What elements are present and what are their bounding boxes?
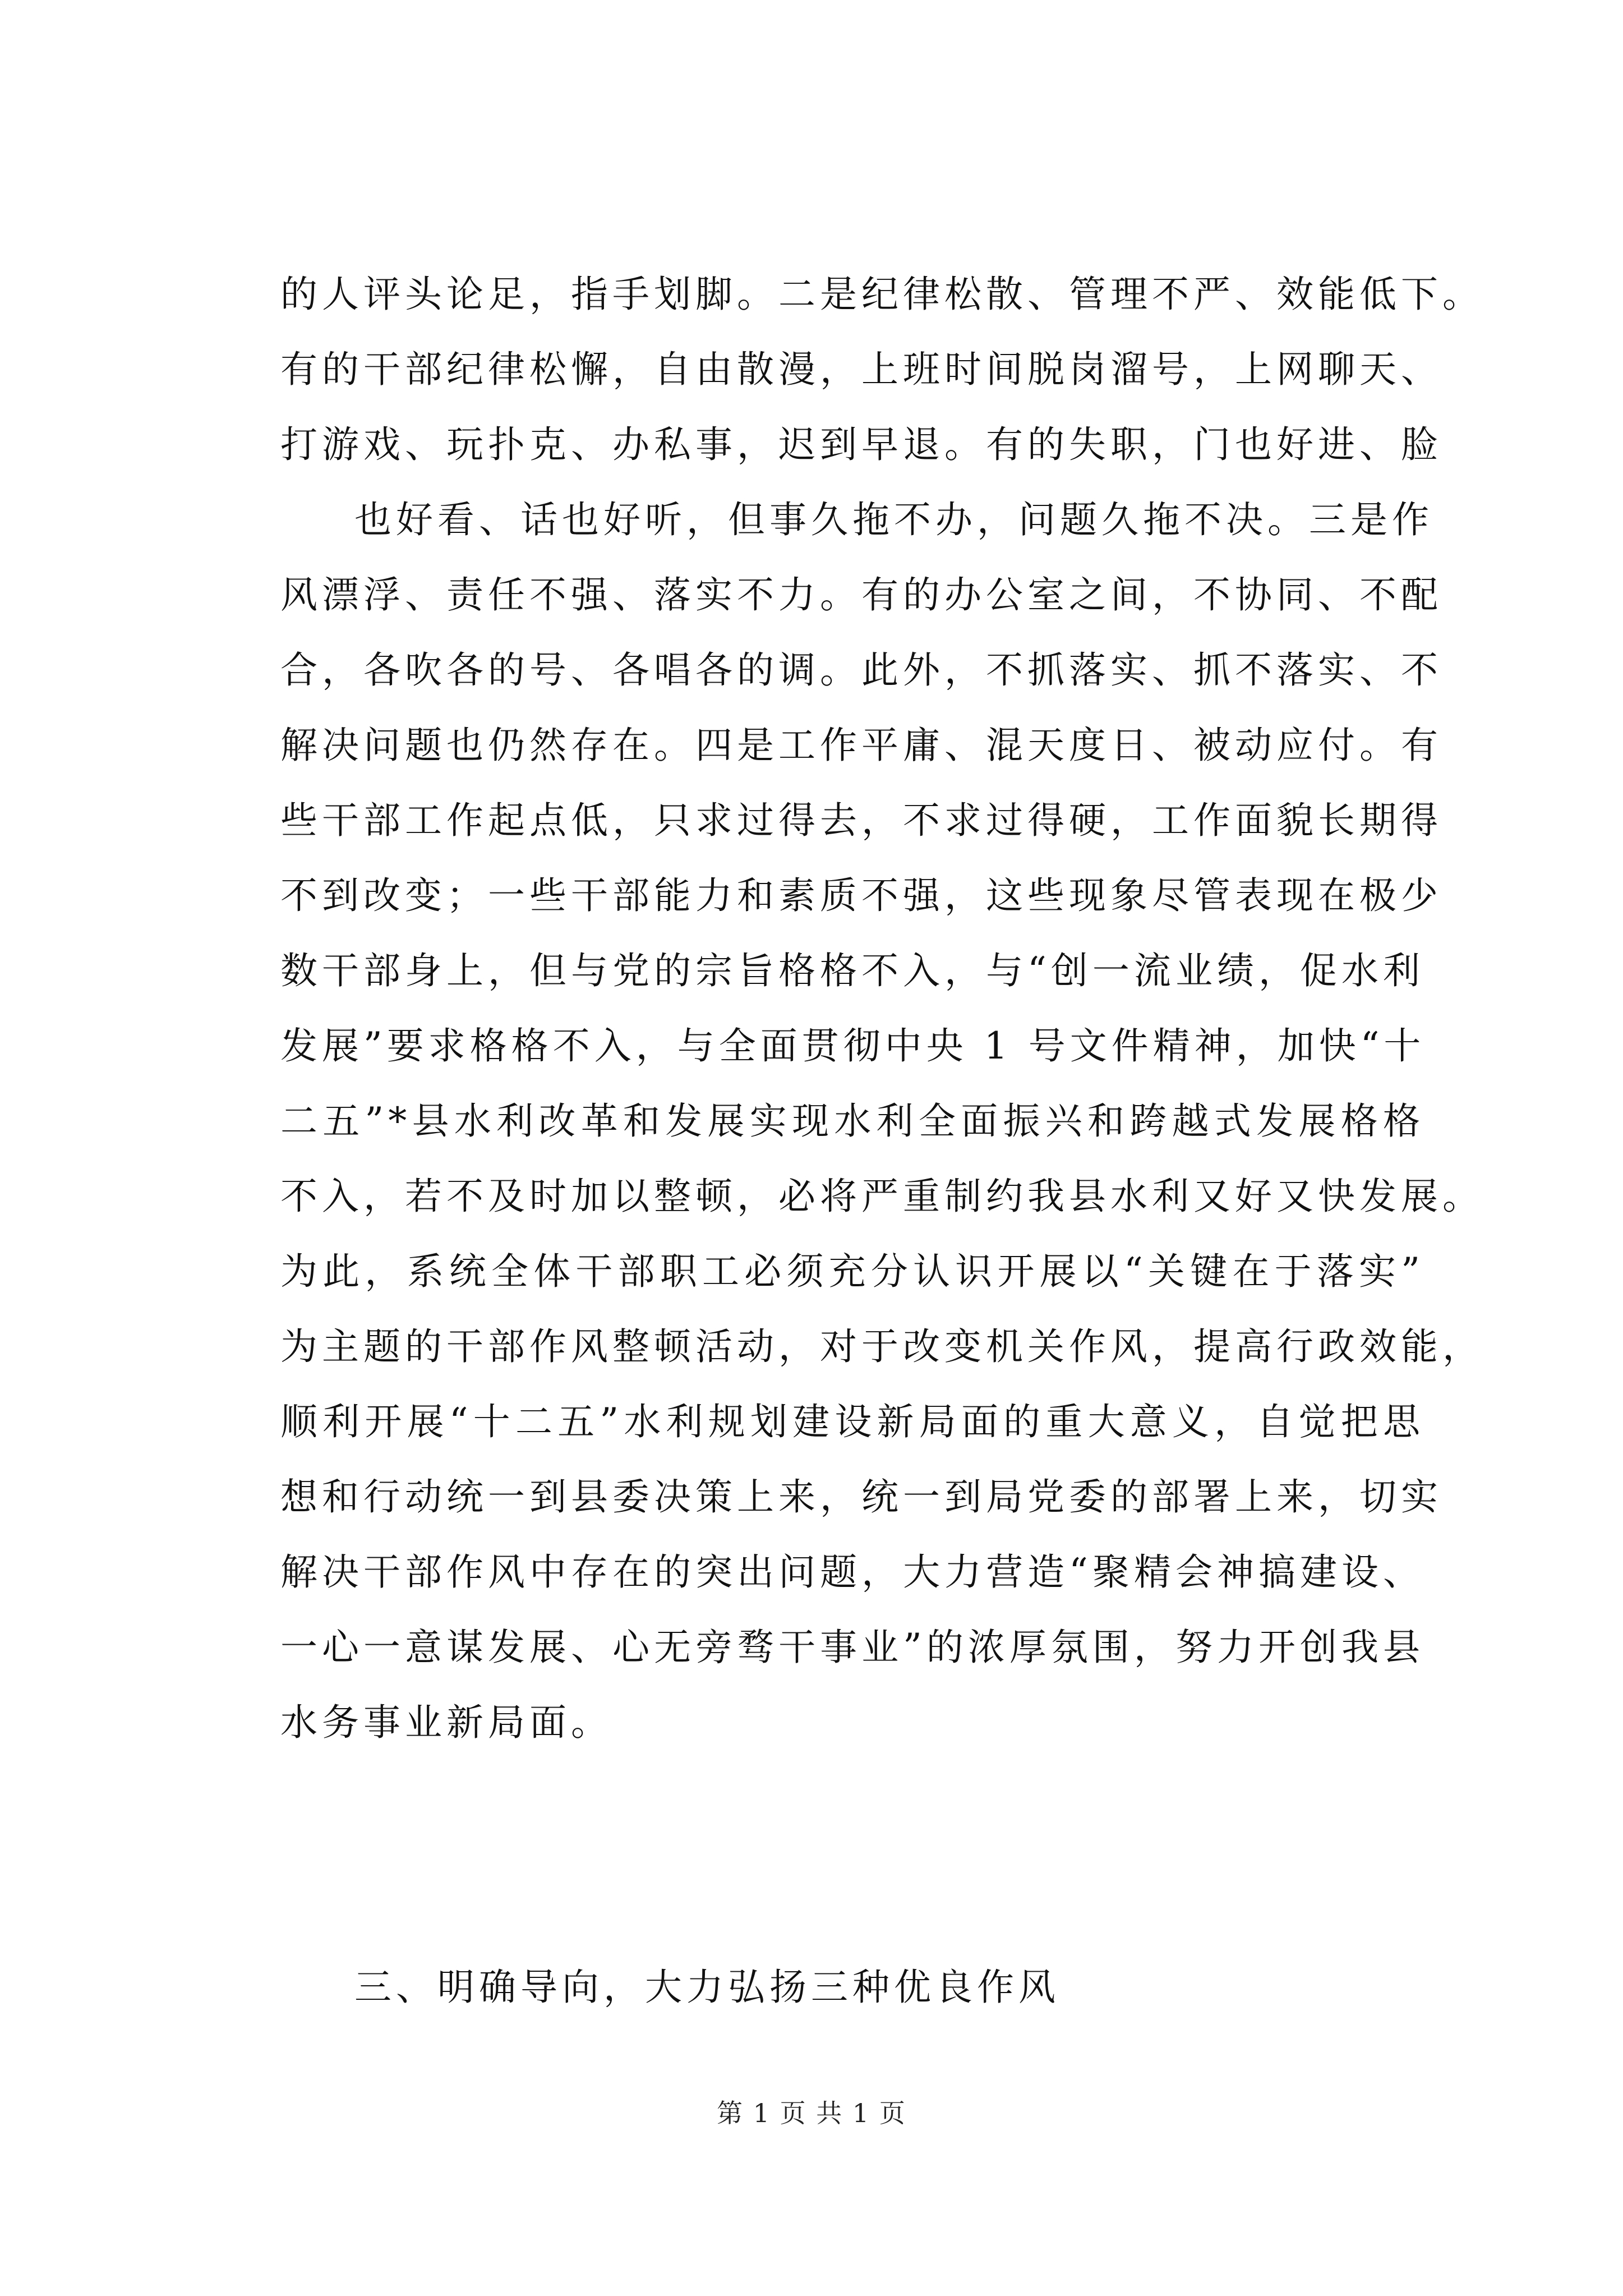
text-line: 二五”*县水利改革和发展实现水利全面振兴和跨越式发展格格 xyxy=(280,1099,1424,1143)
text-line: 数干部身上，但与党的宗旨格格不入，与“创一流业绩，促水利 xyxy=(280,949,1424,992)
text-line: 想和行动统一到县委决策上来，统一到局党委的部署上来，切实 xyxy=(280,1475,1442,1519)
text-line: 不到改变；一些干部能力和素质不强，这些现象尽管表现在极少 xyxy=(280,874,1442,917)
text-line: 不入，若不及时加以整顿，必将严重制约我县水利又好又快发展。 xyxy=(280,1175,1484,1218)
text-line: 水务事业新局面。 xyxy=(280,1701,612,1744)
text-line: 打游戏、玩扑克、办私事，迟到早退。有的失职，门也好进、脸 xyxy=(280,423,1442,466)
text-line: 顺利开展“十二五”水利规划建设新局面的重大意义，自觉把思 xyxy=(280,1400,1424,1443)
page-footer: 第 1 页 共 1 页 xyxy=(717,2098,906,2128)
text-line: 也好看、话也好听，但事久拖不办，问题久拖不决。三是作 xyxy=(354,498,1433,541)
text-line: 合，各吹各的号、各唱各的调。此外，不抓落实、抓不落实、不 xyxy=(280,648,1442,692)
text-line: 的人评头论足，指手划脚。二是纪律松散、管理不严、效能低下。 xyxy=(280,273,1484,316)
text-line: 有的干部纪律松懈，自由散漫，上班时间脱岗溜号，上网聊天、 xyxy=(280,348,1442,391)
text-line: 些干部工作起点低，只求过得去，不求过得硬，工作面貌长期得 xyxy=(280,799,1442,842)
body-text xyxy=(280,257,1484,1760)
text-line: 为主题的干部作风整顿活动，对于改变机关作风，提高行政效能， xyxy=(280,1325,1484,1368)
text-line: 一心一意谋发展、心无旁骛干事业”的浓厚氛围，努力开创我县 xyxy=(280,1626,1424,1669)
text-line: 发展”要求格格不入，与全面贯彻中央 1 号文件精神，加快“十 xyxy=(280,1024,1426,1068)
text-line: 解决问题也仍然存在。四是工作平庸、混天度日、被动应付。有 xyxy=(280,724,1442,767)
text-line: 风漂浮、责任不强、落实不力。有的办公室之间，不协同、不配 xyxy=(280,573,1442,616)
text-line: 为此，系统全体干部职工必须充分认识开展以“关键在于落实” xyxy=(280,1250,1424,1293)
section-heading: 三、明确导向，大力弘扬三种优良作风 xyxy=(354,1966,1060,2009)
text-line: 解决干部作风中存在的突出问题，大力营造“聚精会神搞建设、 xyxy=(280,1550,1424,1594)
